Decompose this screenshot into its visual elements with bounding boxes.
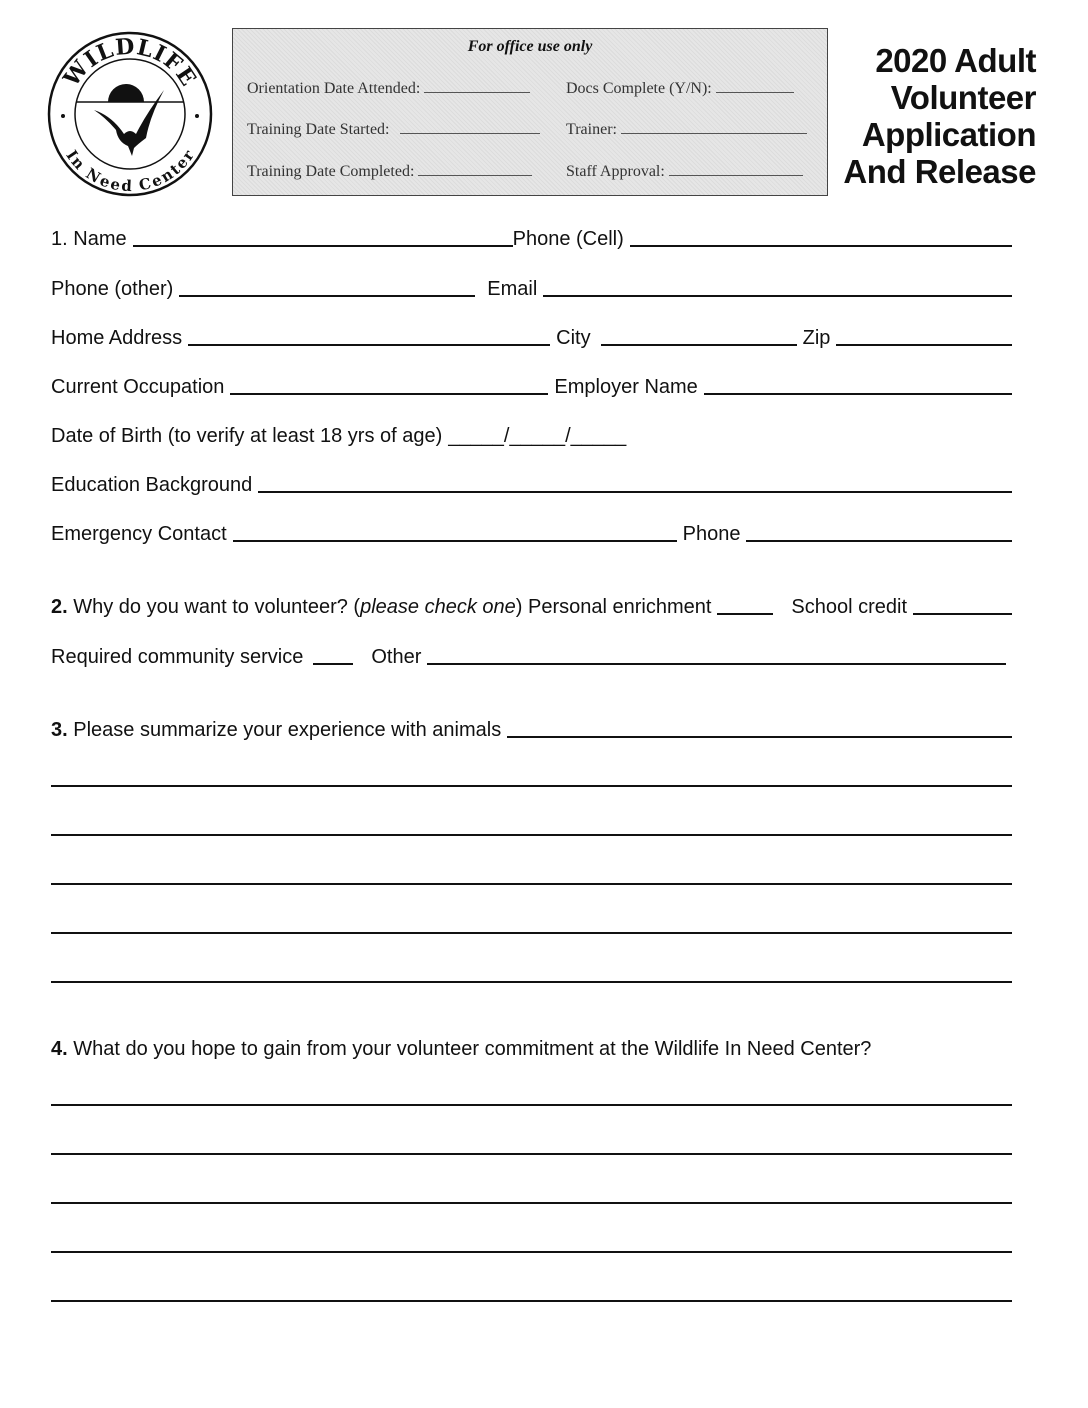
occupation-label: Current Occupation	[51, 376, 225, 398]
experience-field-line-4[interactable]	[51, 883, 1012, 885]
title-line-4: And Release	[843, 153, 1036, 190]
zip-field[interactable]	[836, 344, 1012, 346]
volunteer-question: Why do you want to volunteer? (	[73, 596, 361, 618]
education-field[interactable]	[258, 491, 1012, 493]
emergency-row	[51, 515, 1012, 545]
title-line-3: Application	[861, 116, 1036, 153]
community-service-checkbox[interactable]	[313, 663, 353, 665]
section-2-number: 2.	[51, 596, 68, 618]
dob-row	[51, 417, 1012, 447]
logo-top-text: WILDLIFE	[58, 33, 202, 92]
experience-field-line-6[interactable]	[51, 981, 1012, 983]
school-credit-checkbox[interactable]	[913, 613, 1012, 615]
section-1-number: 1.	[51, 228, 68, 250]
gain-row	[51, 1030, 1012, 1060]
trainer-label: Trainer:	[566, 121, 617, 138]
zip-label: Zip	[802, 327, 831, 349]
volunteer-reason-row	[51, 588, 1012, 618]
education-row	[51, 466, 1012, 496]
experience-field-line-2[interactable]	[51, 785, 1012, 787]
office-use-box	[232, 28, 828, 196]
office-use-title: For office use only	[467, 38, 593, 55]
gain-field-line-2[interactable]	[51, 1153, 1012, 1155]
city-label: City	[556, 327, 591, 349]
emergency-contact-field[interactable]	[233, 540, 677, 542]
address-row	[51, 319, 1012, 349]
training-started-field[interactable]	[400, 119, 540, 134]
staff-approval-label: Staff Approval:	[566, 163, 665, 180]
experience-field-line-5[interactable]	[51, 932, 1012, 934]
gain-field-line-5[interactable]	[51, 1300, 1012, 1302]
section-3-number: 3.	[51, 719, 68, 741]
docs-complete-label: Docs Complete (Y/N):	[566, 80, 712, 97]
svg-text:WILDLIFE	[58, 33, 202, 92]
phone-other-field[interactable]	[179, 295, 475, 297]
docs-complete-field[interactable]	[716, 78, 794, 93]
gain-field-line-4[interactable]	[51, 1251, 1012, 1253]
volunteer-reason-row-2	[51, 638, 1006, 668]
trainer-field[interactable]	[621, 119, 807, 134]
training-completed-field[interactable]	[418, 161, 532, 176]
title-line-2: Volunteer	[890, 79, 1036, 116]
experience-row	[51, 711, 1012, 741]
employer-label: Employer Name	[554, 376, 698, 398]
close-paren: )	[515, 596, 523, 618]
orientation-date-field[interactable]	[424, 78, 530, 93]
gain-field-line-1[interactable]	[51, 1104, 1012, 1106]
home-address-label: Home Address	[51, 327, 183, 349]
emergency-phone-label: Phone	[682, 523, 741, 545]
personal-enrichment-checkbox[interactable]	[717, 613, 773, 615]
employer-field[interactable]	[704, 393, 1012, 395]
check-one-instruction: please check one	[360, 596, 516, 618]
emergency-contact-label: Emergency Contact	[51, 523, 227, 545]
title-line-1: 2020 Adult	[875, 42, 1036, 79]
phone-cell-label: Phone (Cell)	[512, 228, 624, 250]
form-title	[843, 42, 1036, 190]
personal-enrichment-label: Personal enrichment	[527, 596, 712, 618]
orientation-date-label: Orientation Date Attended:	[247, 80, 421, 97]
dob-field[interactable]: _____/_____/_____	[448, 425, 627, 447]
other-label: Other	[371, 646, 422, 668]
experience-field-line-3[interactable]	[51, 834, 1012, 836]
phone-other-label: Phone (other)	[51, 278, 174, 300]
svg-text:In Need Center	[62, 146, 198, 195]
community-service-label: Required community service	[51, 646, 304, 668]
dob-label: Date of Birth (to verify at least 18 yrs of age)	[51, 425, 443, 447]
training-started-label: Training Date Started:	[247, 121, 390, 138]
emergency-phone-field[interactable]	[746, 540, 1012, 542]
phone-cell-field[interactable]	[630, 245, 1012, 247]
name-field[interactable]	[133, 245, 513, 247]
name-row	[51, 220, 1012, 250]
education-label: Education Background	[51, 474, 253, 496]
experience-field-line-1[interactable]	[507, 736, 1012, 738]
phone-email-row	[51, 270, 1012, 300]
section-4-number: 4.	[51, 1038, 68, 1060]
occupation-row	[51, 368, 1012, 398]
school-credit-label: School credit	[791, 596, 908, 618]
wildlife-logo	[46, 30, 214, 198]
name-label: Name	[73, 228, 127, 250]
logo-bottom-text: In Need Center	[62, 146, 198, 196]
training-completed-label: Training Date Completed:	[247, 163, 415, 180]
occupation-field[interactable]	[230, 393, 548, 395]
gain-field-line-3[interactable]	[51, 1202, 1012, 1204]
experience-question: Please summarize your experience with animals	[73, 719, 502, 741]
email-field[interactable]	[543, 295, 1012, 297]
gain-question: What do you hope to gain from your volunteer commitment at the Wildlife In Need Center?	[73, 1038, 872, 1060]
other-field[interactable]	[427, 663, 1006, 665]
city-field[interactable]	[601, 344, 797, 346]
home-address-field[interactable]	[188, 344, 550, 346]
email-label: Email	[487, 278, 538, 300]
staff-approval-field[interactable]	[669, 161, 803, 176]
